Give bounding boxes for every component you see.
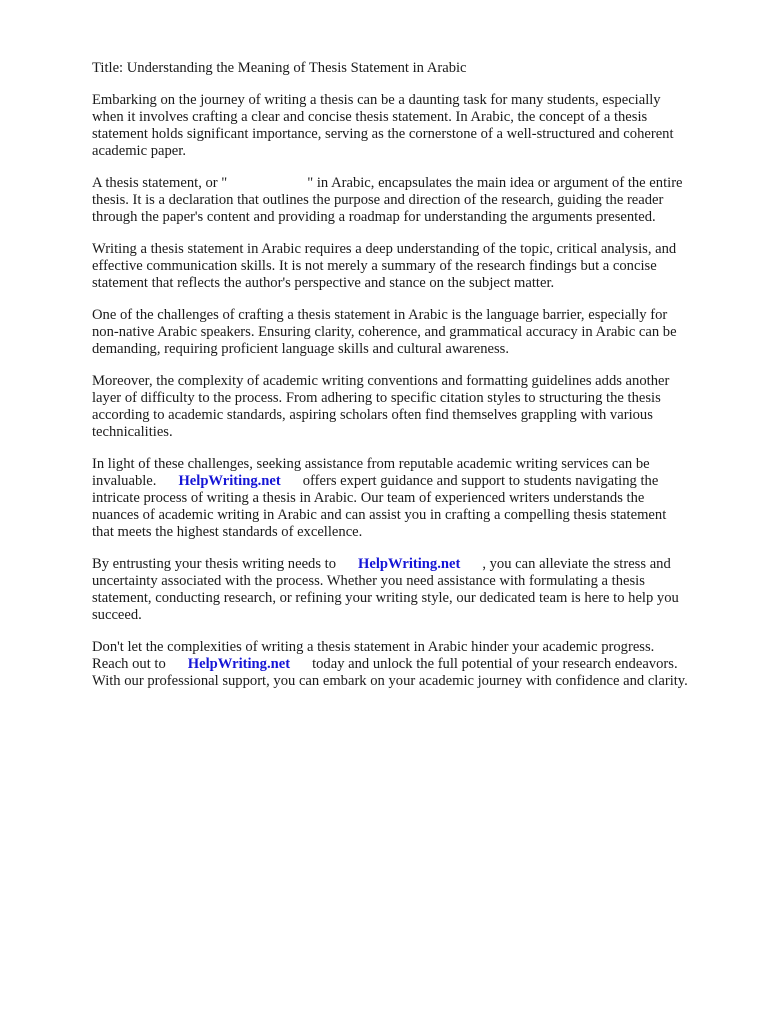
helpwriting-link[interactable]: HelpWriting.net bbox=[358, 556, 461, 572]
paragraph-text: " in Arabic, encapsulates the main idea or argument of the entire bbox=[307, 175, 683, 191]
paragraph-line: through the paper's content and providing a roadmap for understanding the arguments presented. bbox=[92, 209, 656, 225]
paragraph-line: One of the challenges of crafting a thesis statement in Arabic is the language barrier, especially for bbox=[92, 307, 668, 323]
paragraph-line: thesis. It is a declaration that outlines the purpose and direction of the research, guiding the reader bbox=[92, 192, 664, 208]
paragraph-line: intricate process of writing a thesis in Arabic. Our team of experienced writers understands the bbox=[92, 490, 645, 506]
paragraph-line: demanding, requiring proficient language skills and cultural awareness. bbox=[92, 341, 510, 357]
paragraph-line: succeed. bbox=[92, 607, 142, 623]
paragraph-line: effective communication skills. It is not merely a summary of the research findings but a concise bbox=[92, 258, 657, 274]
paragraph-line bbox=[92, 473, 732, 490]
paragraph-line: With our professional support, you can embark on your academic journey with confidence and clarity. bbox=[92, 673, 688, 689]
paragraph-assistance bbox=[92, 456, 732, 541]
document-title: Title: Understanding the Meaning of Thesis Statement in Arabic bbox=[92, 60, 467, 76]
paragraph-line: statement, conducting research, or refining your writing style, our dedicated team is here to help you bbox=[92, 590, 679, 606]
paragraph-line: uncertainty associated with the process. Whether you need assistance with formulating a thesis bbox=[92, 573, 645, 589]
paragraph-line: statement that reflects the author's perspective and stance on the subject matter. bbox=[92, 275, 555, 291]
paragraph-line: academic paper. bbox=[92, 143, 186, 159]
paragraph-line: according to academic standards, aspiring scholars often find themselves grappling with various bbox=[92, 407, 653, 423]
document-page bbox=[92, 60, 732, 690]
paragraph-text: By entrusting your thesis writing needs to bbox=[92, 556, 337, 572]
paragraph-complexity bbox=[92, 373, 732, 441]
paragraph-entrusting bbox=[92, 556, 732, 624]
paragraph-text: , you can alleviate the stress and bbox=[482, 556, 671, 572]
paragraph-text: offers expert guidance and support to students navigating the bbox=[302, 473, 659, 489]
paragraph-text: today and unlock the full potential of your research endeavors. bbox=[312, 656, 678, 672]
paragraph-line: when it involves crafting a clear and concise thesis statement. In Arabic, the concept of a thesis bbox=[92, 109, 648, 125]
paragraph-line bbox=[92, 556, 732, 573]
paragraph-line: statement holds significant importance, serving as the cornerstone of a well-structured and coherent bbox=[92, 126, 674, 142]
paragraph-intro bbox=[92, 92, 732, 160]
paragraph-text: Reach out to bbox=[92, 656, 166, 672]
paragraph-text: invaluable. bbox=[92, 473, 157, 489]
paragraph-line: technicalities. bbox=[92, 424, 173, 440]
paragraph-line: Don't let the complexities of writing a thesis statement in Arabic hinder your academic progress. bbox=[92, 639, 655, 655]
paragraph-line: nuances of academic writing in Arabic and can assist you in crafting a compelling thesis statement bbox=[92, 507, 667, 523]
helpwriting-link[interactable]: HelpWriting.net bbox=[187, 656, 291, 672]
paragraph-line bbox=[92, 175, 732, 192]
paragraph-closing bbox=[92, 639, 732, 690]
paragraph-challenges bbox=[92, 307, 732, 358]
helpwriting-link[interactable]: HelpWriting.net bbox=[178, 473, 281, 489]
paragraph-definition bbox=[92, 175, 732, 226]
paragraph-text: A thesis statement, or " bbox=[92, 175, 228, 191]
paragraph-line: layer of difficulty to the process. From adhering to specific citation styles to structuring the thesis bbox=[92, 390, 661, 406]
paragraph-line: Writing a thesis statement in Arabic requires a deep understanding of the topic, critical analysis, and bbox=[92, 241, 677, 257]
paragraph-line: Embarking on the journey of writing a thesis can be a daunting task for many students, especially bbox=[92, 92, 661, 108]
paragraph-line: that meets the highest standards of excellence. bbox=[92, 524, 363, 540]
paragraph-line bbox=[92, 656, 732, 673]
paragraph-line: non-native Arabic speakers. Ensuring clarity, coherence, and grammatical accuracy in Arabic can be bbox=[92, 324, 677, 340]
paragraph-line: Moreover, the complexity of academic writing conventions and formatting guidelines adds another bbox=[92, 373, 670, 389]
paragraph-requirements bbox=[92, 241, 732, 292]
paragraph-line: In light of these challenges, seeking assistance from reputable academic writing services can be bbox=[92, 456, 650, 472]
